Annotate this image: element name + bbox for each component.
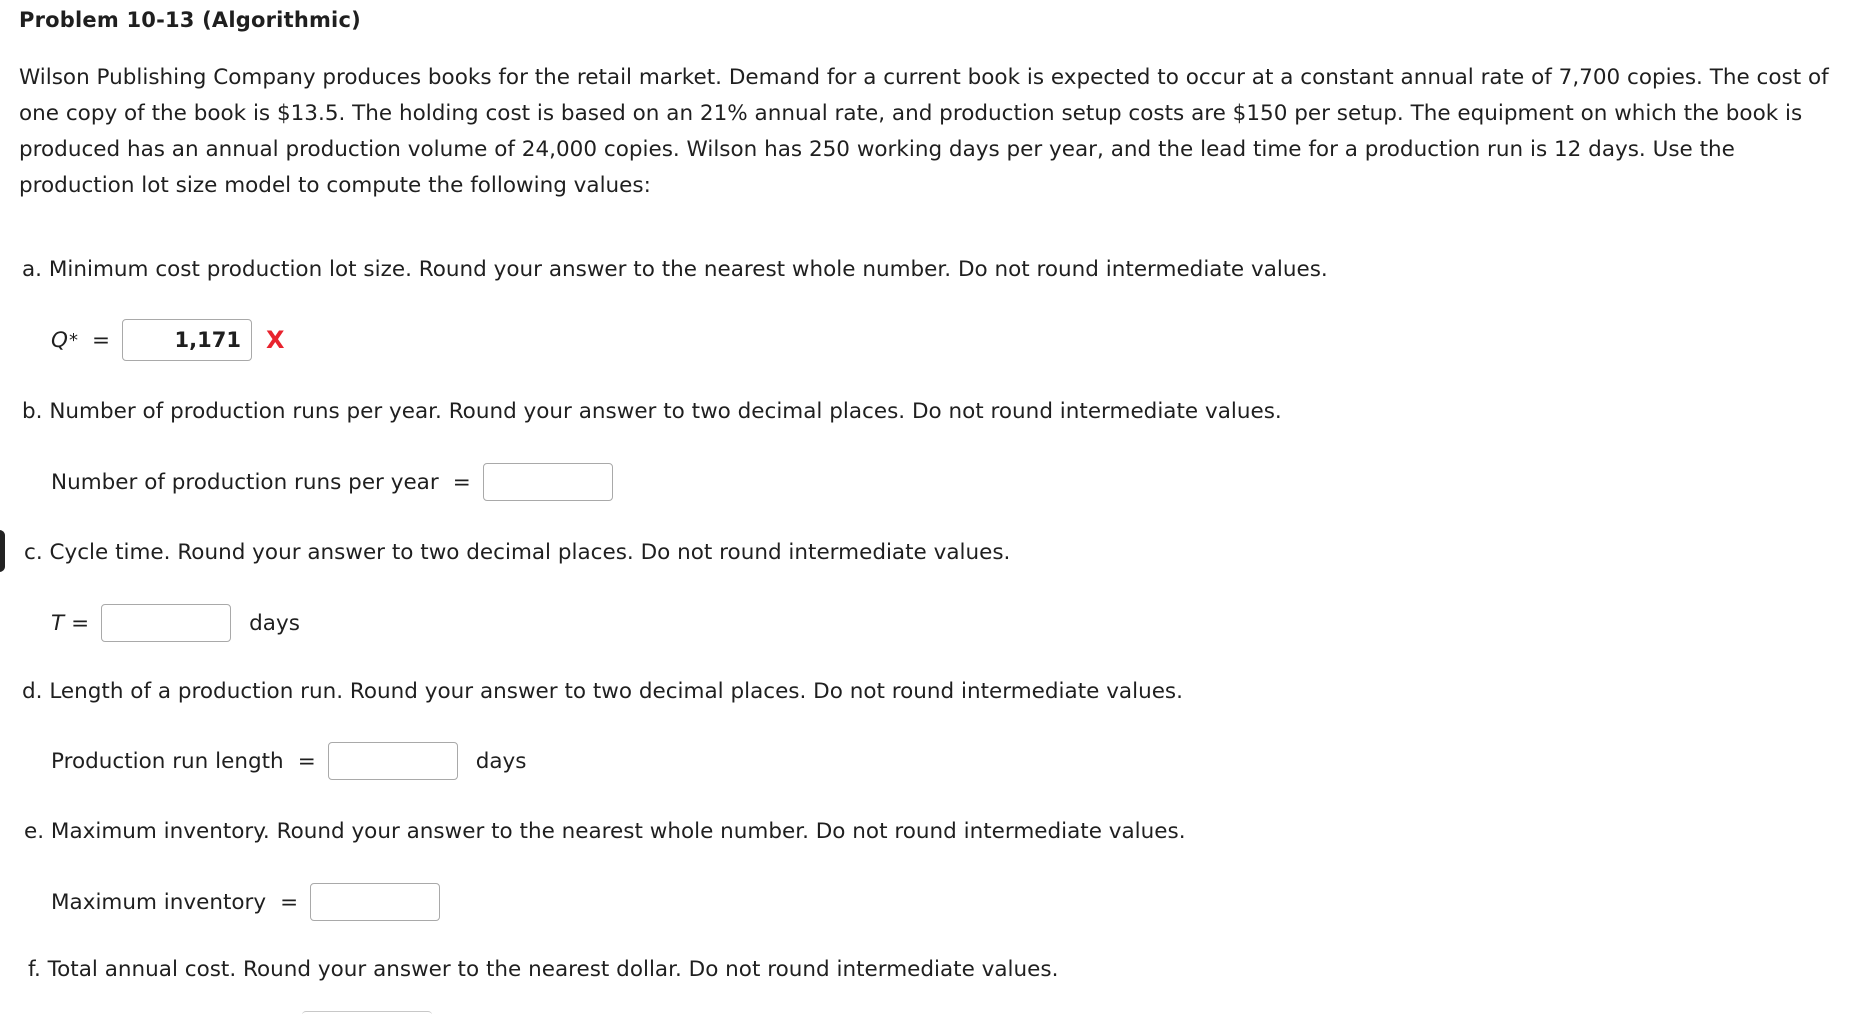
incorrect-x-icon: X (265, 326, 285, 354)
days-unit-label: days (249, 610, 300, 636)
part-d-answer-row (51, 740, 526, 782)
equals-sign: = (280, 889, 299, 915)
days-unit-label: days (475, 748, 527, 774)
part-e-question: e. Maximum inventory. Round your answer to the nearest whole number. Do not round intermediate values. (24, 819, 1186, 844)
maximum-inventory-input[interactable] (310, 883, 440, 921)
equals-sign: = (297, 748, 316, 774)
cycle-time-input[interactable] (101, 604, 231, 642)
equals-sign: = (71, 610, 90, 636)
problem-title: Problem 10-13 (Algorithmic) (19, 8, 361, 32)
part-c-question: c. Cycle time. Round your answer to two decimal places. Do not round intermediate values. (24, 540, 1011, 565)
part-f-question: f. Total annual cost. Round your answer to the nearest dollar. Do not round intermediate values. (28, 957, 1059, 982)
t-variable: T (51, 610, 65, 636)
part-a-question: a. Minimum cost production lot size. Round your answer to the nearest whole number. Do not round intermediate values. (22, 257, 1328, 282)
part-b-answer-row (51, 461, 613, 503)
part-b-question: b. Number of production runs per year. Round your answer to two decimal places. Do not round intermediate values. (22, 399, 1282, 424)
equals-sign: = (452, 469, 471, 495)
equals-sign: = (91, 327, 110, 353)
part-d-question: d. Length of a production run. Round your answer to two decimal places. Do not round intermediate values. (22, 679, 1183, 704)
production-run-length-input[interactable] (328, 742, 458, 780)
part-c-answer-row (51, 602, 300, 644)
q-star: * (68, 329, 78, 351)
q-star-input[interactable] (122, 319, 252, 361)
part-a-answer-row (51, 319, 284, 361)
problem-intro: Wilson Publishing Company produces books for the retail market. Demand for a current book is expected to occur at a constant annual rate of 7,700 copies. The cost of one copy of the book is $13.5. The holding cost is based on an 21% annual rate, and production setup costs are $150 per setup. The equipment on which the book is produced has an annual production volume of 24,000 copies. Wilson has 250 working days per year, and the lead time for a production run is 12 days. Use the production lot size model to compute the following values: (19, 65, 1829, 198)
q-variable: Q (51, 327, 68, 353)
production-run-length-label: Production run length (51, 748, 284, 774)
maximum-inventory-label: Maximum inventory (51, 889, 267, 915)
production-runs-label: Number of production runs per year (51, 469, 439, 495)
part-e-answer-row (51, 881, 440, 923)
left-edge-marker (0, 530, 5, 572)
production-runs-input[interactable] (483, 463, 613, 501)
